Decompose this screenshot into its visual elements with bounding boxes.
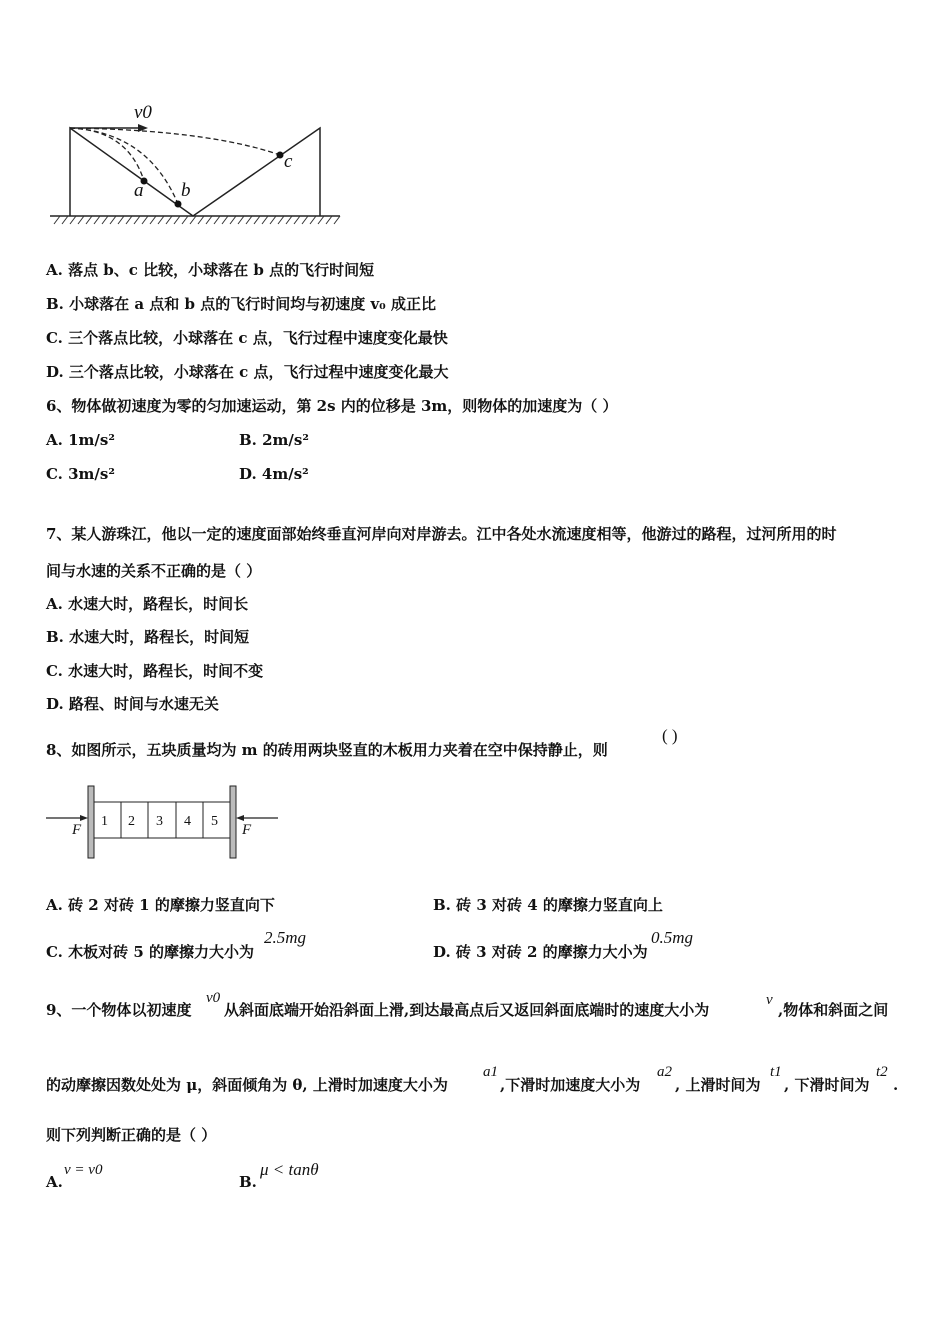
q9-option-a-math: v = v0	[64, 1162, 103, 1178]
q5-option-c: C. 三个落点比较，小球落在 c 点，飞行过程中速度变化最快	[46, 329, 448, 347]
q8-option-a: A. 砖 2 对砖 1 的摩擦力竖直向下	[46, 896, 275, 914]
q9-t2-symbol: t2	[876, 1064, 888, 1080]
q8-option-d: D. 砖 3 对砖 2 的摩擦力大小为	[433, 943, 648, 961]
brick-3-label: 3	[156, 814, 163, 829]
q7-stem-line1: 7、某人游珠江，他以一定的速度面部始终垂直河岸向对岸游去。江中各处水流速度相等，他游过的路程，过河所用的时	[46, 525, 837, 543]
q9-line2-part4: , 下滑时间为	[784, 1076, 870, 1094]
q8-option-c: C. 木板对砖 5 的摩擦力大小为	[46, 943, 255, 961]
brick-4-label: 4	[184, 814, 191, 829]
q9-option-a: A.	[46, 1173, 63, 1191]
q5-option-b: B. 小球落在 a 点和 b 点的飞行时间均与初速度 v₀ 成正比	[46, 295, 436, 313]
q6-option-c: C. 3m/s²	[46, 465, 115, 483]
point-c-label: c	[284, 151, 293, 172]
point-a-label: a	[134, 180, 144, 201]
q9-line2-part5: .	[893, 1076, 899, 1094]
force-right-label: F	[242, 822, 252, 838]
q7-stem-line2: 间与水速的关系不正确的是（ ）	[46, 562, 262, 580]
q6-stem: 6、物体做初速度为零的匀加速运动，第 2s 内的位移是 3m，则物体的加速度为（ ）	[46, 397, 618, 415]
q8-stem: 8、如图所示，五块质量均为 m 的砖用两块竖直的木板用力夹着在空中保持静止，则	[46, 741, 608, 759]
q9-a2-symbol: a2	[657, 1064, 672, 1080]
brick-1-label: 1	[101, 814, 108, 829]
point-b-label: b	[181, 180, 191, 201]
q9-stem-line3: 则下列判断正确的是（ ）	[46, 1126, 217, 1144]
q7-option-c: C. 水速大时，路程长，时间不变	[46, 662, 264, 680]
q7-option-b: B. 水速大时，路程长，时间短	[46, 628, 250, 646]
q9-line2-part3: , 上滑时间为	[675, 1076, 761, 1094]
q9-line2-part1: 的动摩擦因数处处为 μ，斜面倾角为 θ, 上滑时加速度大小为	[46, 1076, 448, 1094]
q7-option-a: A. 水速大时，路程长，时间长	[46, 595, 249, 613]
brick-5-label: 5	[211, 814, 218, 829]
q9-t1-symbol: t1	[770, 1064, 782, 1080]
q7-option-d: D. 路程、时间与水速无关	[46, 695, 219, 713]
q6-option-a: A. 1m/s²	[46, 431, 115, 449]
force-left-label: F	[72, 822, 82, 838]
brick-2-label: 2	[128, 814, 135, 829]
q9-a1-symbol: a1	[483, 1064, 498, 1080]
q8-option-d-math: 0.5mg	[651, 928, 694, 947]
v0-label: v0	[134, 102, 152, 123]
q9-option-b-math: μ < tanθ	[260, 1160, 319, 1179]
q8-option-c-math: 2.5mg	[264, 928, 307, 947]
q9-v0-symbol: v0	[206, 990, 221, 1006]
q6-option-b: B. 2m/s²	[239, 431, 309, 449]
q8-answer-paren: ( )	[662, 726, 678, 745]
projectile-figure	[48, 100, 348, 230]
q9-line2-part2: ,下滑时加速度大小为	[500, 1076, 641, 1094]
q9-stem-part2: 从斜面底端开始沿斜面上滑,到达最高点后又返回斜面底端时的速度大小为	[224, 1001, 710, 1019]
q9-v-symbol: v	[766, 992, 773, 1008]
q5-option-a: A. 落点 b、c 比较，小球落在 b 点的飞行时间短	[46, 261, 375, 279]
q9-stem-part3: ,物体和斜面之间	[778, 1001, 889, 1019]
q5-option-d: D. 三个落点比较，小球落在 c 点，飞行过程中速度变化最大	[46, 363, 449, 381]
q9-option-b: B.	[239, 1173, 257, 1191]
q8-option-b: B. 砖 3 对砖 4 的摩擦力竖直向上	[433, 896, 663, 914]
q6-option-d: D. 4m/s²	[239, 465, 309, 483]
q9-stem-part1: 9、一个物体以初速度	[46, 1001, 192, 1019]
